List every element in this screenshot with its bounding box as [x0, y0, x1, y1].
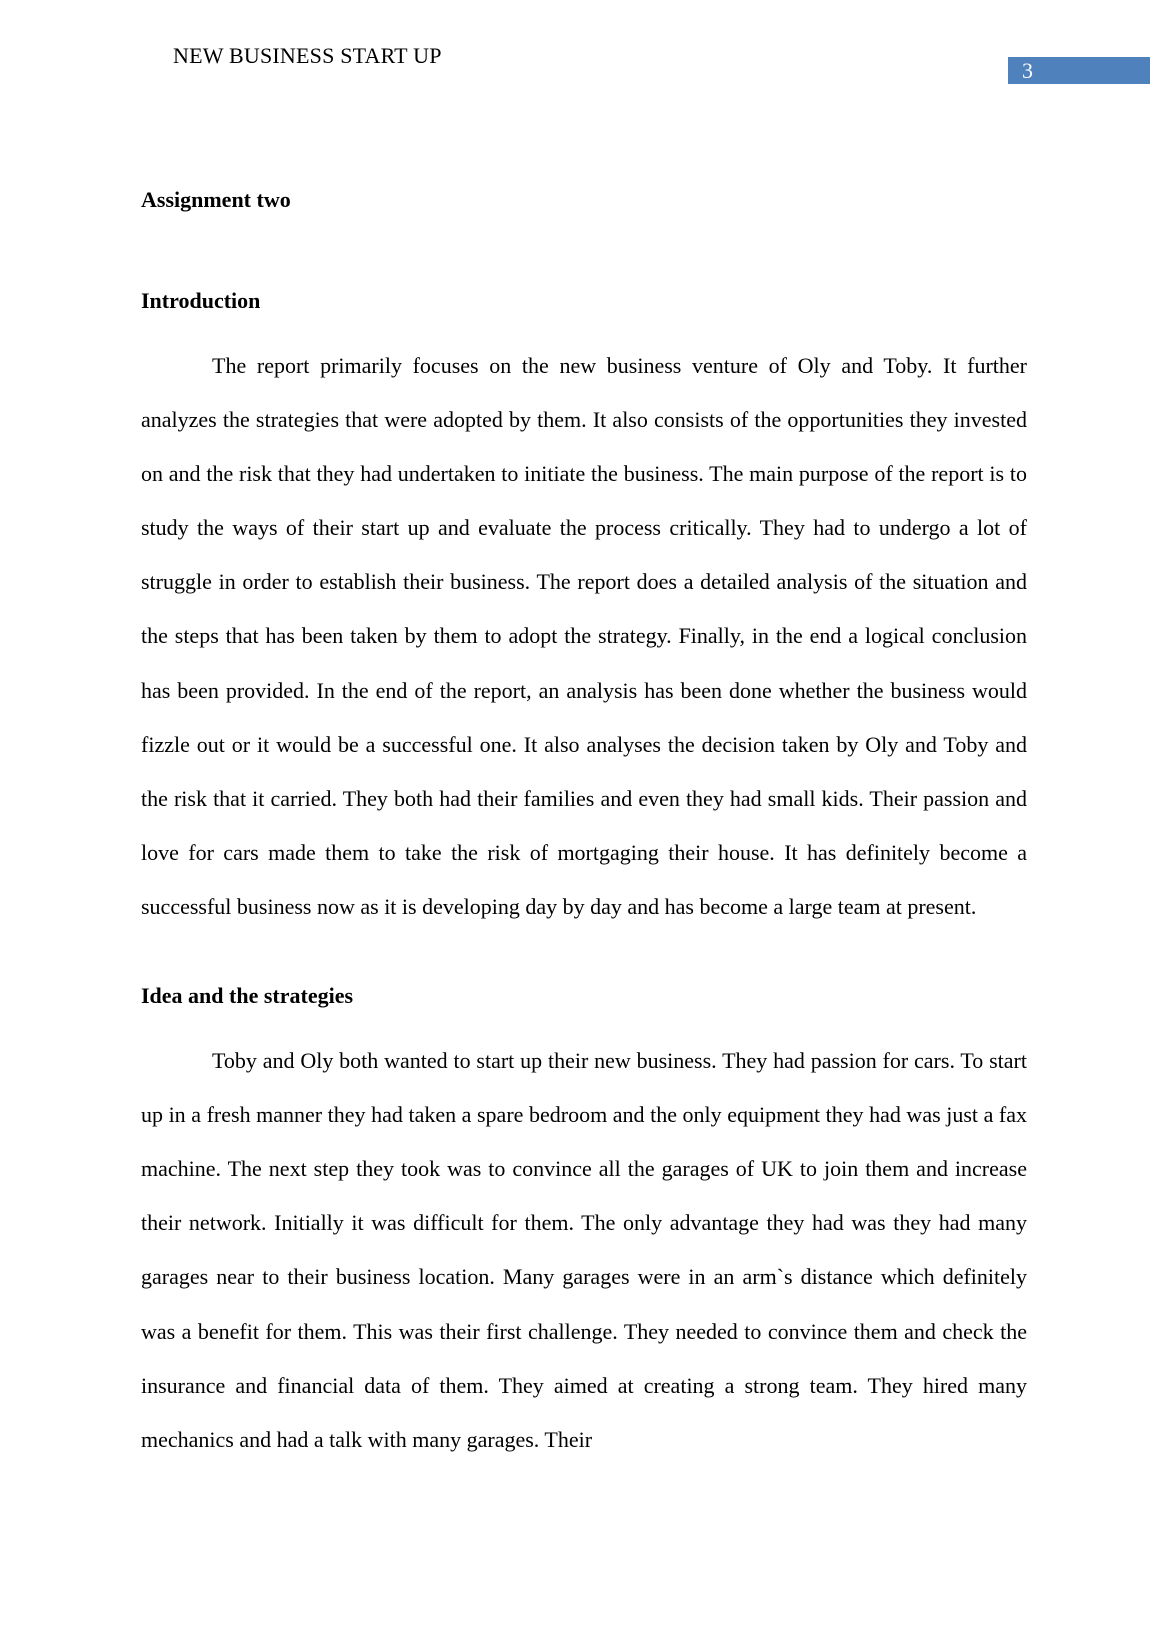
assignment-title: Assignment two	[141, 187, 291, 212]
page-number-badge	[1008, 57, 1150, 84]
document-body	[141, 186, 1027, 1467]
section-heading-introduction: Introduction	[141, 288, 261, 313]
idea-and-strategies-paragraph: Toby and Oly both wanted to start up their new business. They had passion for cars. To start up in a fresh manner they had taken a spare bedroom and the only equipment they had was just a fax machine. The next step they took was to convince all the garages of UK to join them and increase their network. Initially it was difficult for them. The only advantage they had was they had many garages near to their business location. Many garages were in an arm`s distance which definitely was a benefit for them. This was their first challenge. They needed to convince them and check the insurance and financial data of them. They aimed at creating a strong team. They hired many mechanics and had a talk with many garages. Their	[141, 1048, 1027, 1452]
section-heading-idea-and-strategies: Idea and the strategies	[141, 983, 354, 1009]
introduction-paragraph: The report primarily focuses on the new business venture of Oly and Toby. It further analyzes the strategies that were adopted by them. It also consists of the opportunities they invested on and the risk that they had undertaken to initiate the business. The main purpose of the report is to study the ways of their start up and evaluate the process critically. They had to undergo a lot of struggle in order to establish their business. The report does a detailed analysis of the situation and the steps that has been taken by them to adopt the strategy. Finally, in the end a logical conclusion has been provided. In the end of the report, an analysis has been done whether the business would fizzle out or it would be a successful one. It also analyses the decision taken by Oly and Toby and the risk that it carried. They both had their families and even they had small kids. Their passion and love for cars made them to take the risk of mortgaging their house. It has definitely become a successful business now as it is developing day by day and has become a large team at present.	[141, 353, 1027, 919]
page-number: 3	[1022, 58, 1033, 83]
running-head: NEW BUSINESS START UP	[173, 43, 442, 68]
